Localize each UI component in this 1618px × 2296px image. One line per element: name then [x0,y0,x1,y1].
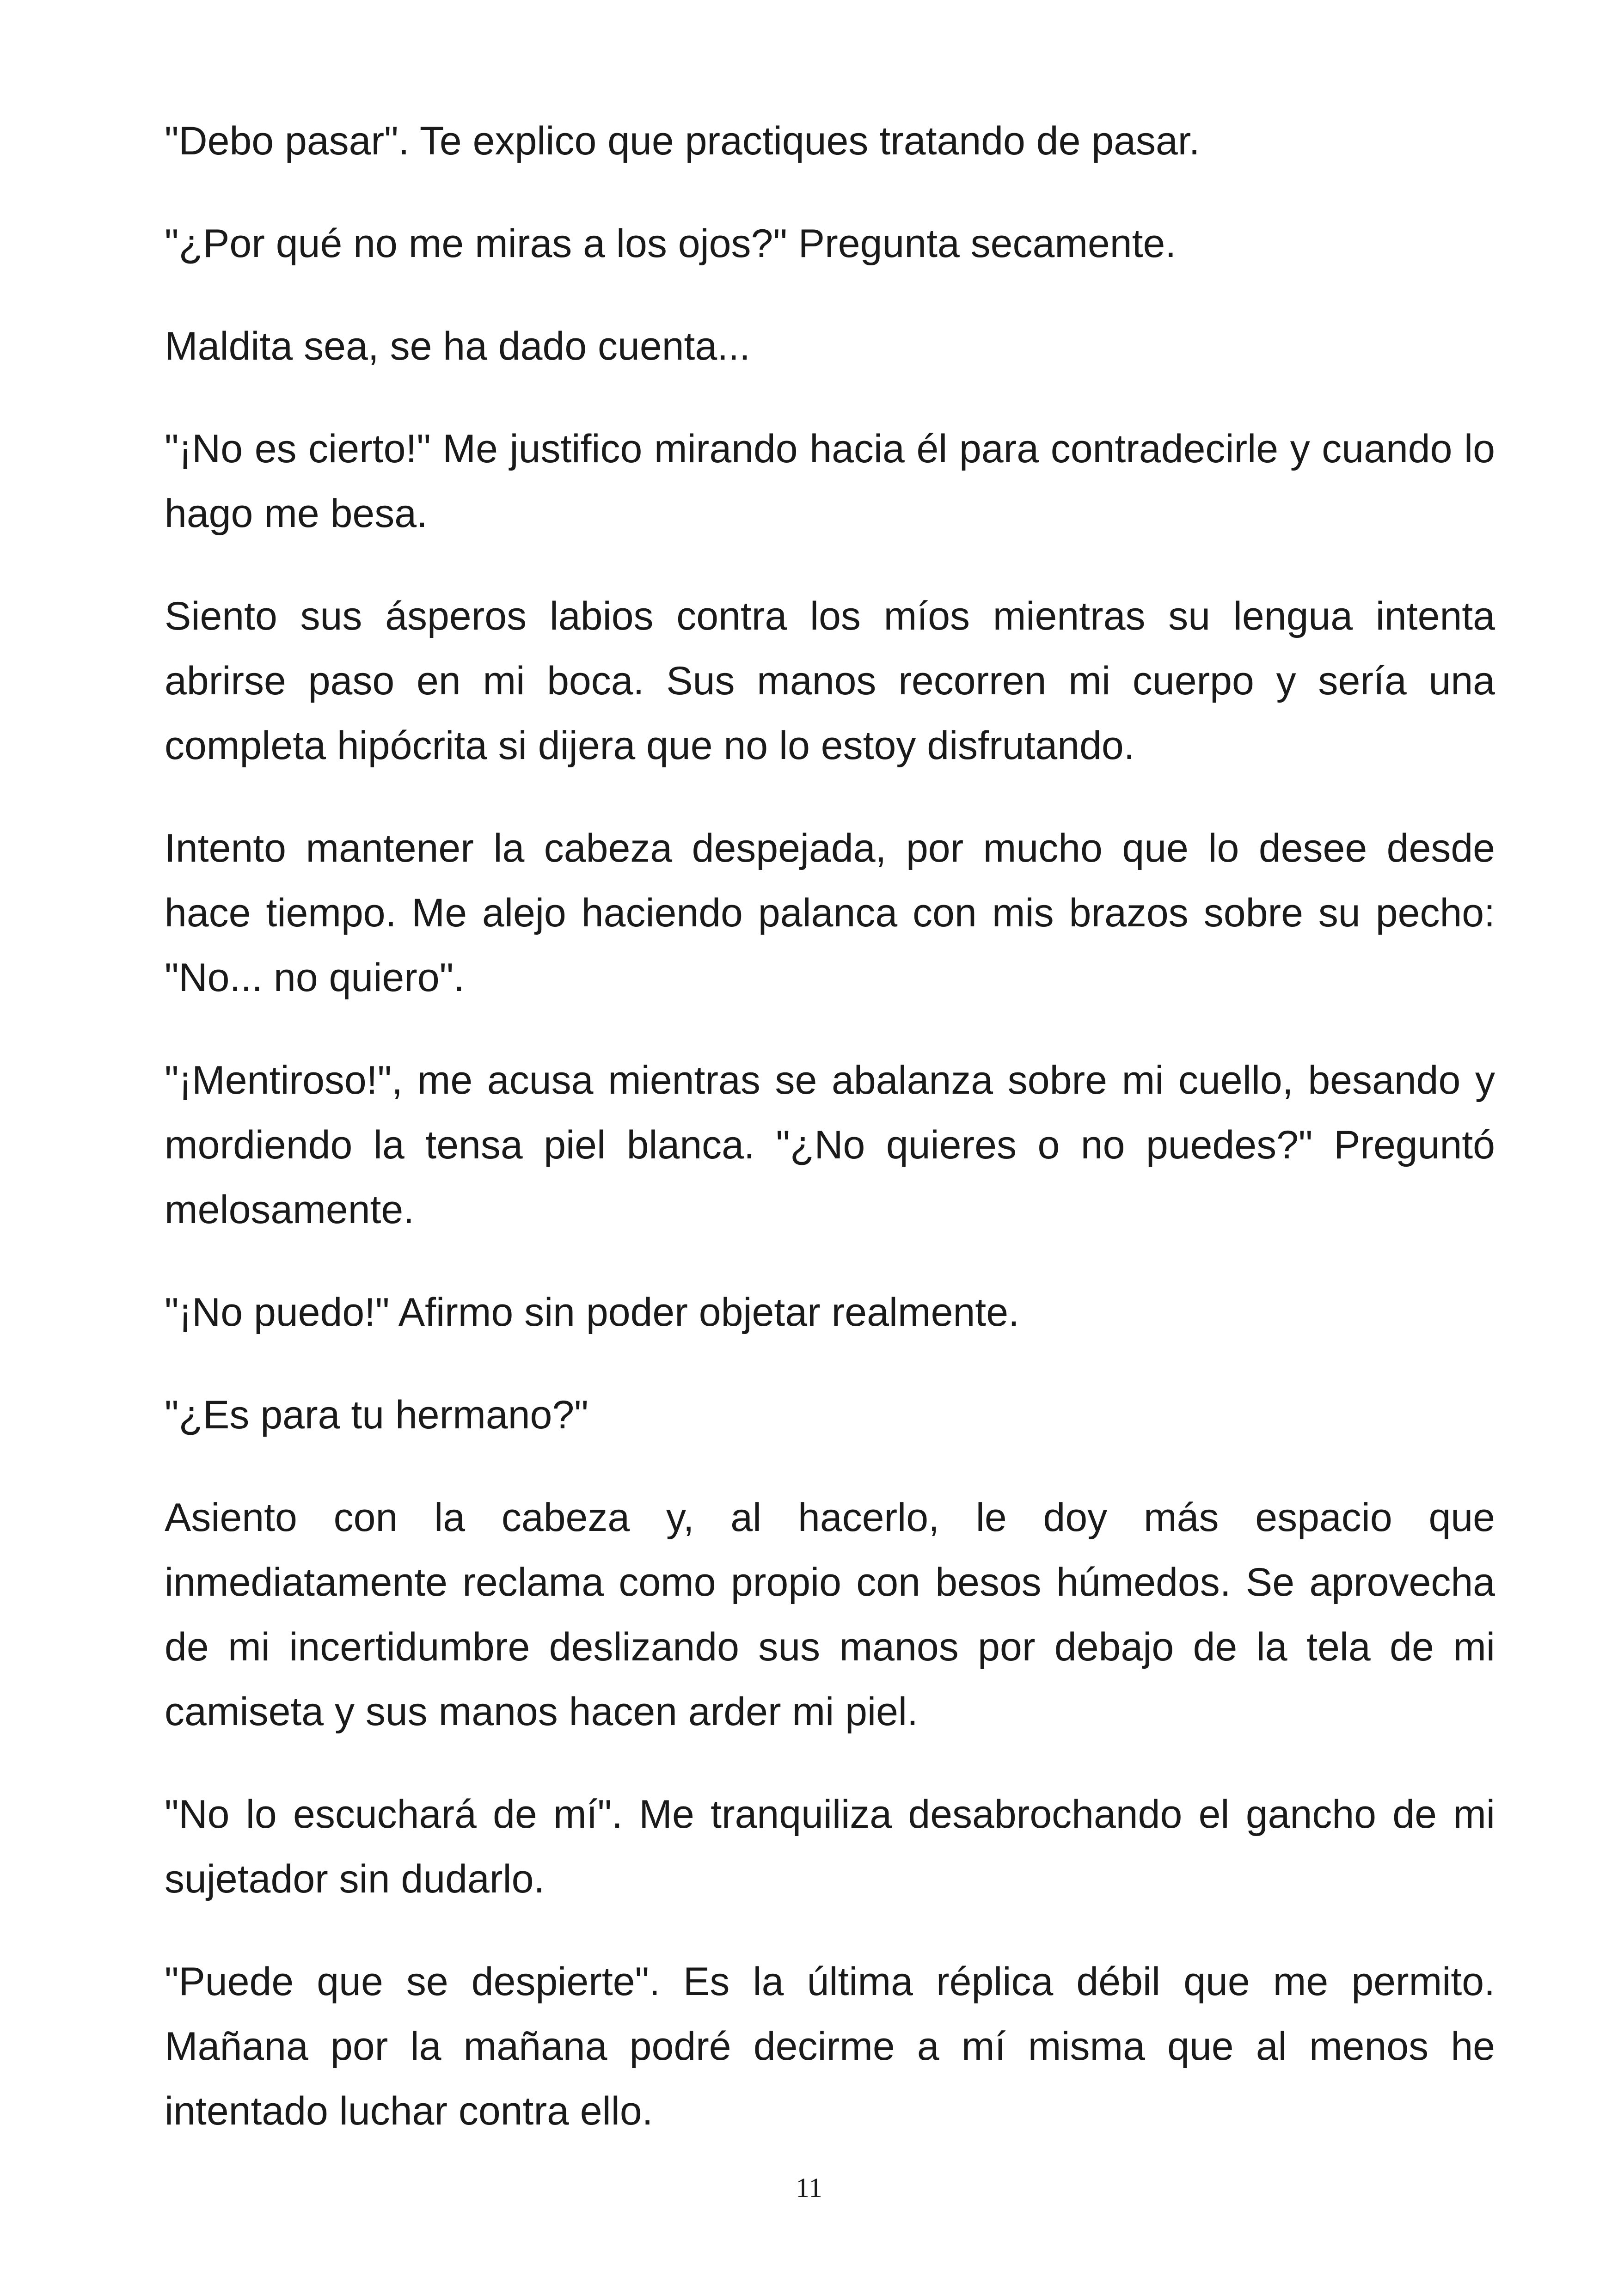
paragraph: "¡No puedo!" Afirmo sin poder objetar realmente. [165,1290,1019,1335]
paragraph: "Debo pasar". Te explico que practiques tratando de pasar. [165,119,1200,163]
paragraph: "¡Mentiroso!", me acusa mientras se abalanza sobre mi cuello, besando y mordiendo la tensa piel blanca. "¿No quieres o no puedes?" Preguntó melosamente. [165,1058,1495,1232]
paragraph: "¡No es cierto!" Me justifico mirando hacia él para contradecirle y cuando lo hago me besa. [165,427,1495,536]
paragraph: Siento sus ásperos labios contra los míos mientras su lengua intenta abrirse paso en mi boca. Sus manos recorren mi cuerpo y sería una completa hipócrita si dijera que no lo estoy disfrutando. [165,594,1495,768]
paragraph: "Puede que se despierte". Es la última réplica débil que me permito. Mañana por la mañana podré decirme a mí misma que al menos he intentado luchar contra ello. [165,1959,1495,2133]
paragraph: "No lo escuchará de mí". Me tranquiliza desabrochando el gancho de mi sujetador sin dudarlo. [165,1792,1495,1901]
paragraph: Intento mantener la cabeza despejada, por mucho que lo desee desde hace tiempo. Me alejo haciendo palanca con mis brazos sobre su pecho: "No... no quiero". [165,826,1495,1000]
paragraph: "¿Por qué no me miras a los ojos?" Pregunta secamente. [165,221,1177,266]
body-text [165,109,1495,2181]
page-number: 11 [796,2173,822,2203]
paragraph: "¿Es para tu hermano?" [165,1393,588,1437]
paragraph: Asiento con la cabeza y, al hacerlo, le doy más espacio que inmediatamente reclama como propio con besos húmedos. Se aprovecha de mi incertidumbre deslizando sus manos por debajo de la tela de mi camiseta y sus manos hacen arder mi piel. [165,1495,1495,1734]
paragraph: Maldita sea, se ha dado cuenta... [165,324,750,368]
